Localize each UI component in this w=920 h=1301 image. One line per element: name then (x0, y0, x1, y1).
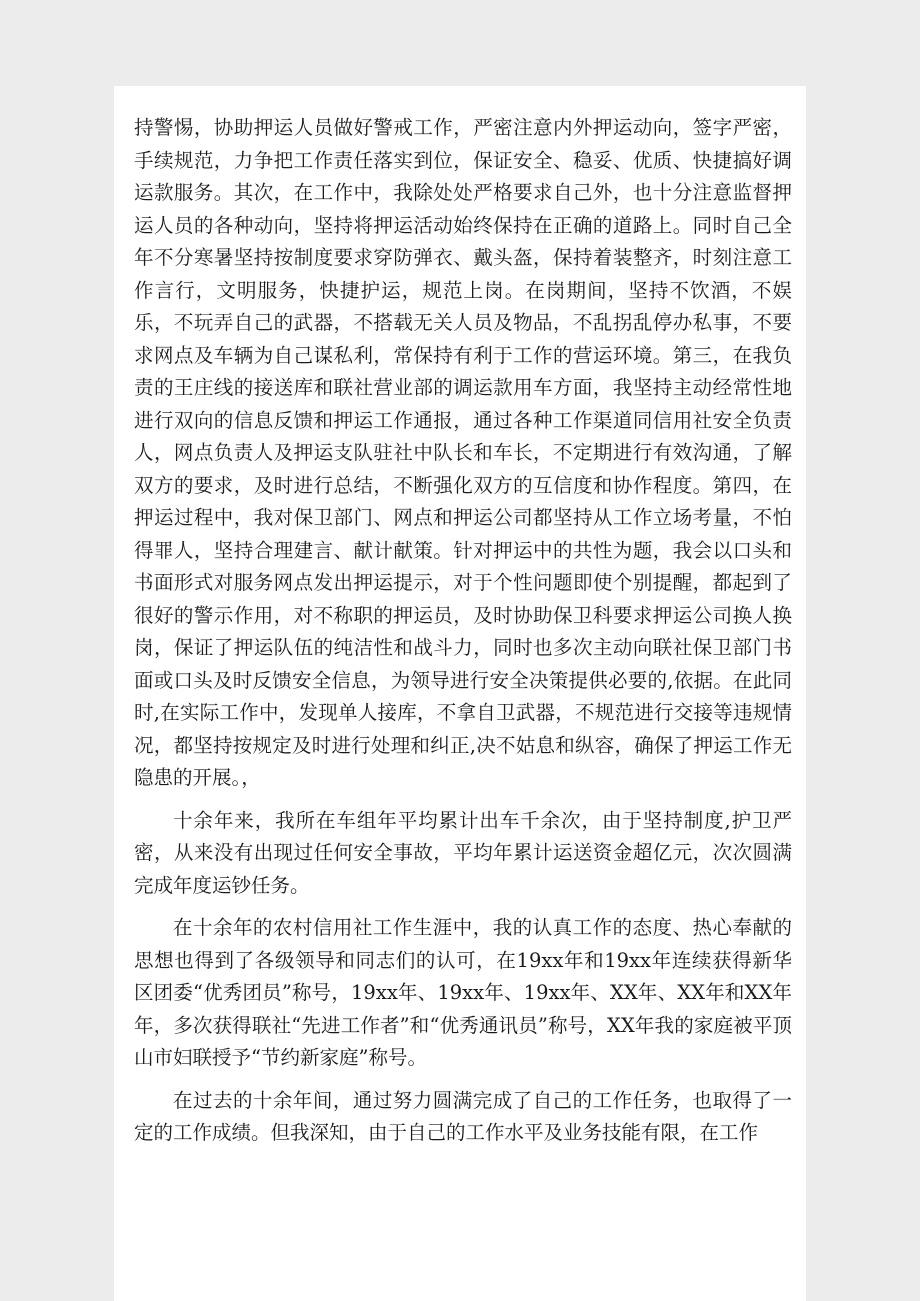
paragraph-escort-duties: 持警惕，协助押运人员做好警戒工作，严密注意内外押运动向，签字严密，手续规范，力争把工作责任落实到位，保证安全、稳妥、优质、快捷搞好调运款服务。其次，在工作中，我除处处严格要求自己外，也十分注意监督押运人员的各种动向，坚持将押运活动始终保持在正确的道路上。同时自己全年不分寒暑坚持按制度要求穿防弹衣、戴头盔，保持着装整齐，时刻注意工作言行，文明服务，快捷护运，规范上岗。在岗期间，坚持不饮酒，不娱乐，不玩弄自己的武器，不搭载无关人员及物品，不乱拐乱停办私事，不要求网点及车辆为自己谋私利，常保持有利于工作的营运环境。第三，在我负责的王庄线的接送库和联社营业部的调运款用车方面，我坚持主动经常性地进行双向的信息反馈和押运工作通报，通过各种工作渠道同信用社安全负责人，网点负责人及押运支队驻社中队长和车长，不定期进行有效沟通，了解双方的要求，及时进行总结，不断强化双方的互信度和协作程度。第四，在押运过程中，我对保卫部门、网点和押运公司都坚持从工作立场考量，不怕得罪人，坚持合理建言、献计献策。针对押运中的共性为题，我会以口头和书面形式对服务网点发出押运提示，对于个性问题即使个别提醒，都起到了很好的警示作用，对不称职的押运员，及时协助保卫科要求押运公司换人换岗，保证了押运队伍的纯洁性和战斗力，同时也多次主动向联社保卫部门书面或口头及时反馈安全信息，为领导进行安全决策提供必要的,依据。在此同时,在实际工作中，发现单人接库，不拿自卫武器，不规范进行交接等违规情况，都坚持按规定及时进行处理和纠正,决不姑息和纵容，确保了押运工作无隐患的开展。， (134, 116, 792, 789)
document-page (114, 86, 806, 1301)
paragraph-safety-record: 十余年来，我所在车组年平均累计出车千余次，由于坚持制度,护卫严密，从来没有出现过任何安全事故，平均年累计运送资金超亿元，次次圆满完成年度运钞任务。 (134, 808, 792, 897)
document-body (134, 112, 792, 1160)
paragraph-conclusion: 在过去的十余年间，通过努力圆满完成了自己的工作任务，也取得了一定的工作成绩。但我深知，由于自己的工作水平及业务技能有限，在工作 (134, 1088, 792, 1144)
paragraph-honors: 在十余年的农村信用社工作生涯中，我的认真工作的态度、热心奉献的思想也得到了各级领导和同志们的认可，在19xx年和19xx年连续获得新华区团委“优秀团员”称号，19xx年、19xx年、19xx年、XX年、XX年和XX年年，多次获得联社“先进工作者”和“优秀通讯员”称号，XX年我的家庭被平顶山市妇联授予“节约新家庭”称号。 (134, 916, 792, 1069)
